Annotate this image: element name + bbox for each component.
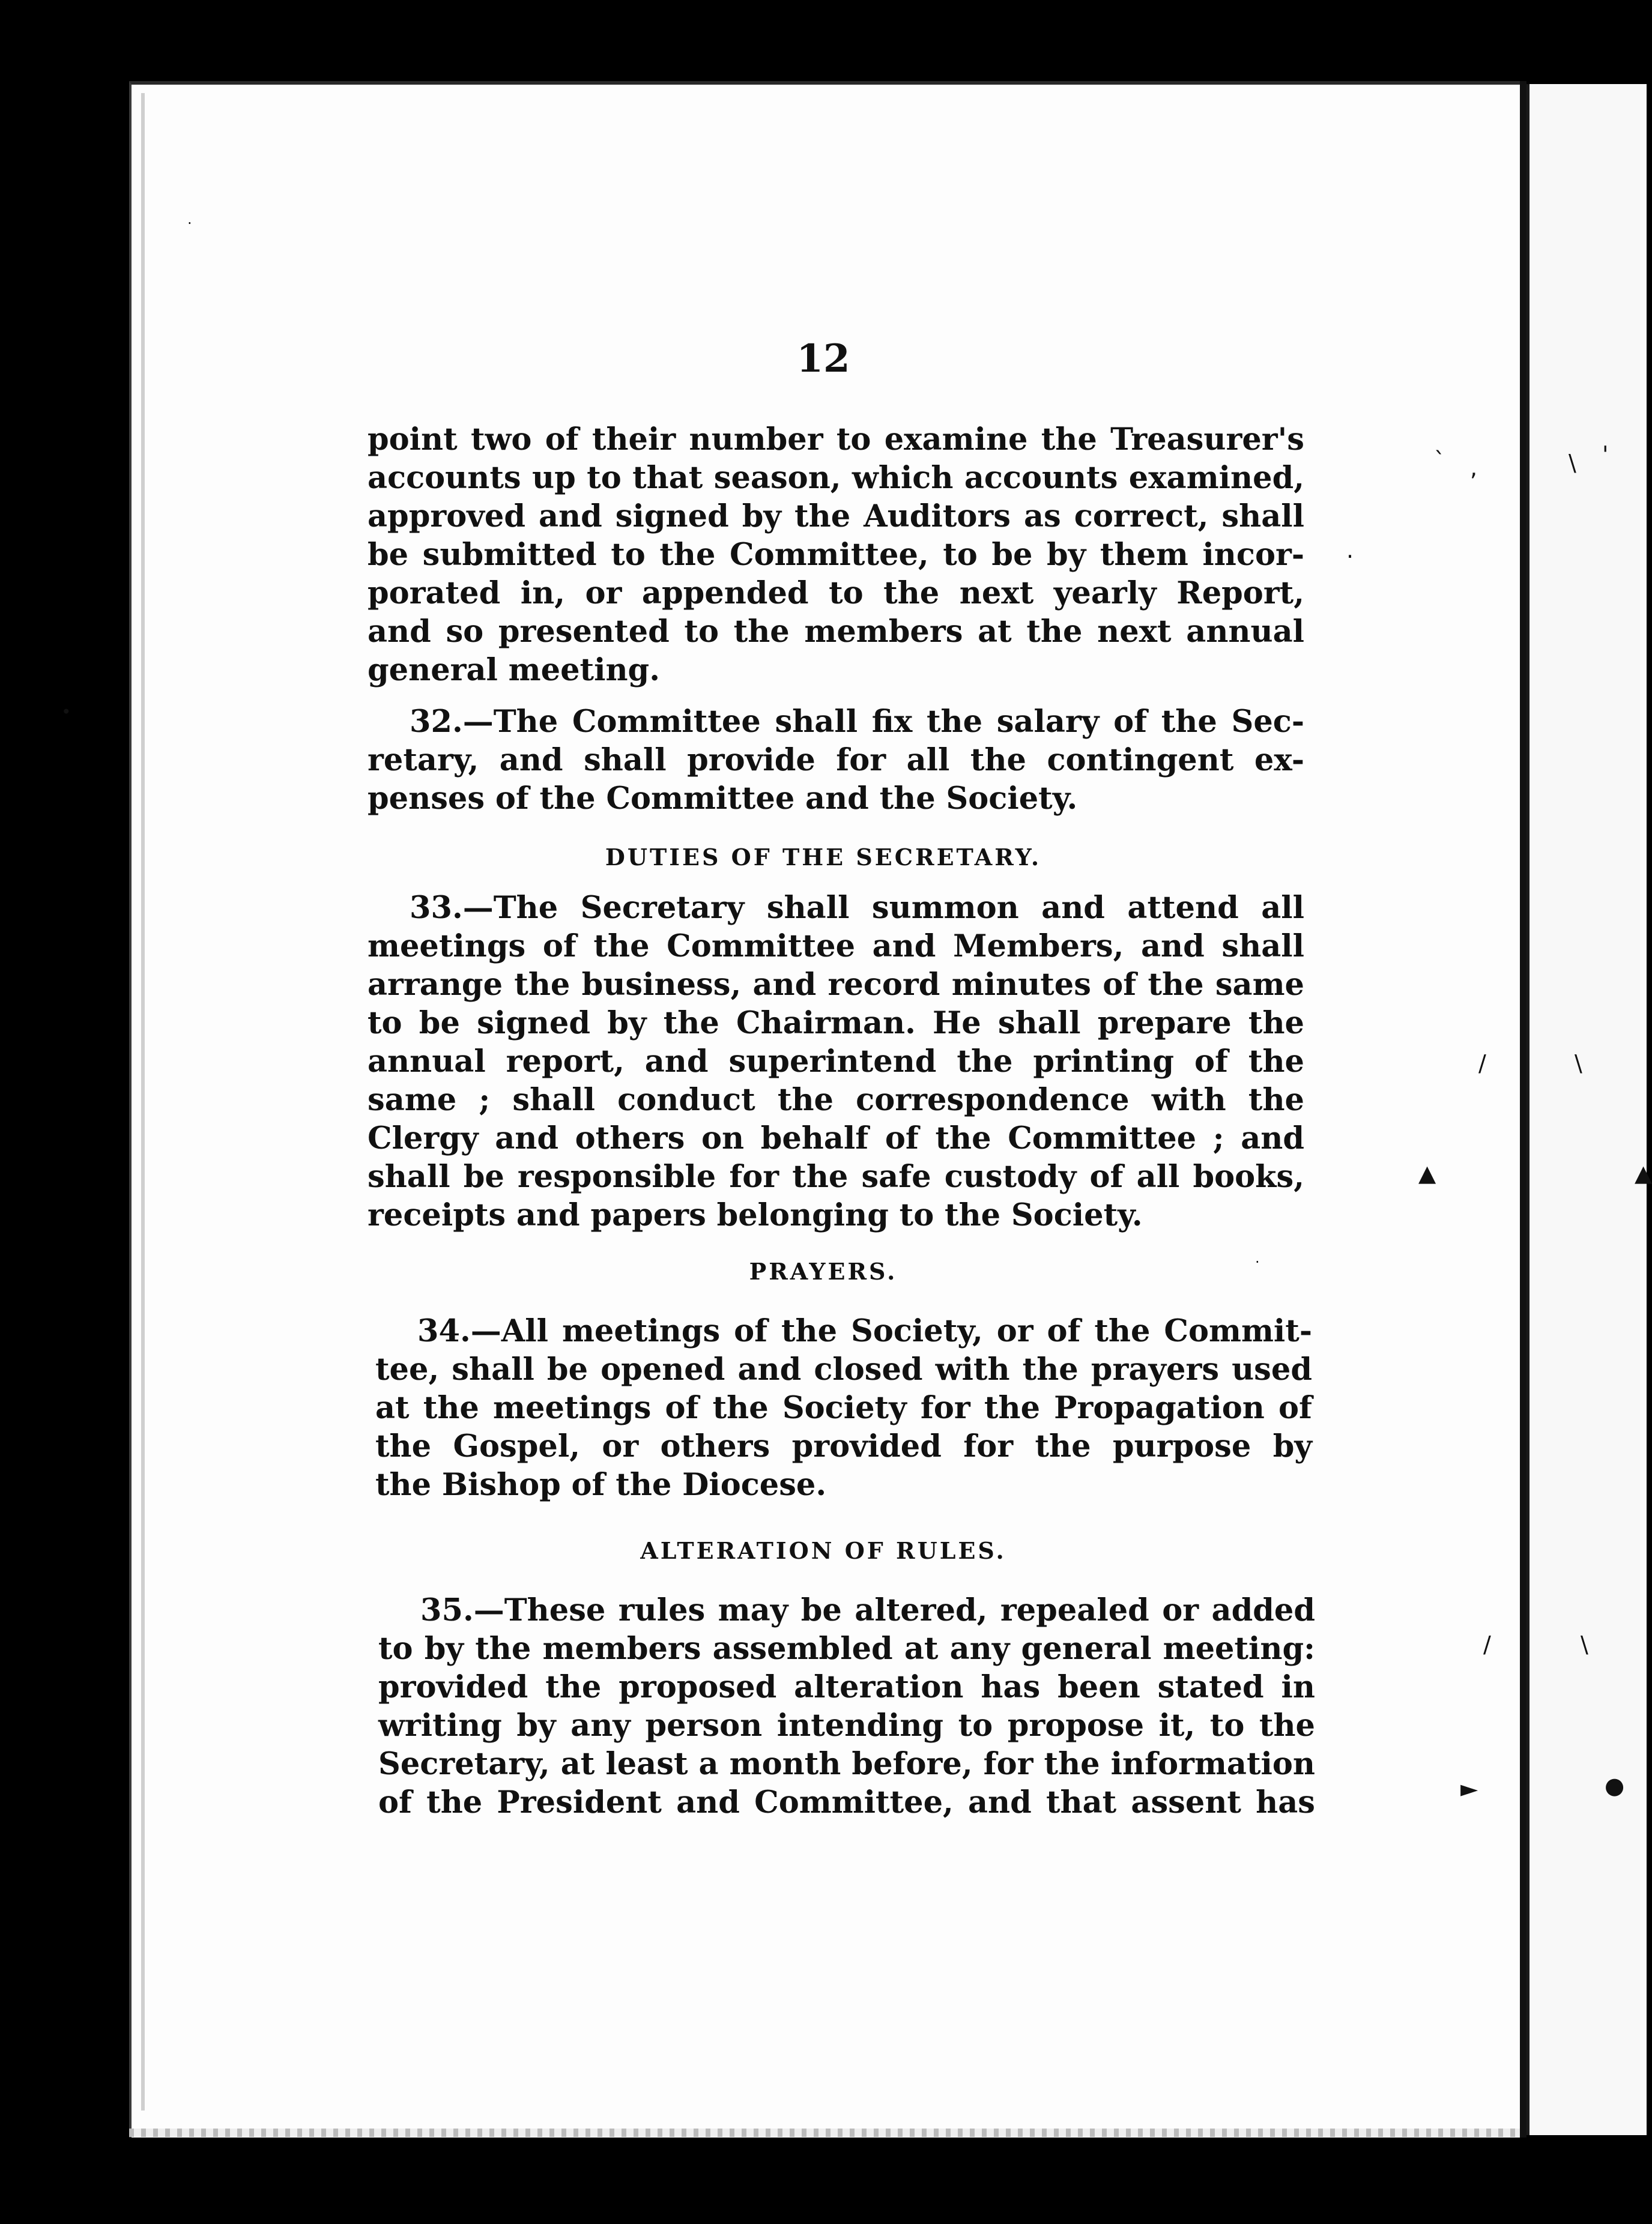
text-line: point two of their number to examine the Treasurer's [368, 422, 1304, 458]
text-line: same ; shall conduct the correspondence with the [368, 1082, 1304, 1118]
text-line: Clergy and others on behalf of the Committee ; and [368, 1120, 1304, 1156]
scan-speck: ● [1605, 1772, 1625, 1799]
text-line: to be signed by the Chairman. He shall prepare the [368, 1005, 1304, 1041]
scan-speck: ► [1460, 1775, 1478, 1802]
scan-speck: • [61, 702, 71, 722]
text-line: tee, shall be opened and closed with the prayers used [375, 1352, 1312, 1388]
rule-32-paragraph [368, 703, 1304, 818]
scan-speck: · [187, 215, 192, 232]
text-line: provided the proposed alteration has been stated in [378, 1669, 1315, 1705]
scan-speck: ` [1434, 447, 1445, 474]
text-line: 32.—The Committee shall fix the salary of the Sec- [410, 704, 1304, 740]
facing-page-strip [1526, 84, 1647, 2135]
text-line: be submitted to the Committee, to be by them incor- [368, 537, 1304, 573]
text-line: porated in, or appended to the next yearly Report, [368, 575, 1304, 611]
text-line: arrange the business, and record minutes of the same [368, 967, 1304, 1003]
text-line: penses of the Committee and the Society. [368, 781, 1078, 817]
scan-speck: ▲ [1635, 1160, 1652, 1186]
page-bottom-edge [129, 2129, 1520, 2137]
text-line: general meeting. [368, 652, 660, 688]
heading-duties-of-secretary: DUTIES OF THE SECRETARY. [605, 844, 1042, 871]
text-line: approved and signed by the Auditors as correct, shall [368, 498, 1304, 534]
text-line: shall be responsible for the safe custody of all books, [368, 1159, 1304, 1195]
rule-35-paragraph [378, 1591, 1315, 1822]
scan-speck: · [1255, 1254, 1260, 1271]
text-line: retary, and shall provide for all the contingent ex- [368, 742, 1304, 778]
text-line: Secretary, at least a month before, for the information [378, 1746, 1315, 1782]
heading-alteration-of-rules: ALTERATION OF RULES. [640, 1537, 1006, 1564]
text-line: the Bishop of the Diocese. [375, 1467, 827, 1503]
text-line: accounts up to that season, which accounts examined, [368, 460, 1304, 496]
page-number: 12 [796, 336, 850, 381]
scan-speck: \ [1575, 1050, 1582, 1077]
scan-speck: \ [1569, 450, 1576, 476]
rule-34-paragraph [375, 1312, 1312, 1504]
text-line: writing by any person intending to propose it, to the [378, 1708, 1315, 1744]
text-line: at the meetings of the Society for the Propagation of [375, 1390, 1312, 1426]
text-line: 35.—These rules may be altered, repealed or added [420, 1592, 1315, 1628]
scan-speck: ▲ [1418, 1160, 1436, 1186]
text-line: 34.—All meetings of the Society, or of the Commit- [417, 1313, 1312, 1349]
text-line: 33.—The Secretary shall summon and attend all [410, 890, 1304, 926]
text-line: meetings of the Committee and Members, and shall [368, 928, 1304, 964]
continuation-paragraph [368, 420, 1304, 689]
text-line: of the President and Committee, and that assent has [378, 1784, 1315, 1821]
text-line: annual report, and superintend the printing of the [368, 1044, 1304, 1080]
rule-33-paragraph [368, 889, 1304, 1234]
heading-prayers: PRAYERS. [749, 1258, 898, 1285]
page-gutter [1520, 81, 1526, 2138]
scan-speck: ' [1602, 441, 1609, 468]
scan-speck: / [1483, 1631, 1491, 1658]
page-inner-edge [141, 93, 145, 2111]
scan-speck: , [1470, 455, 1478, 481]
text-line: and so presented to the members at the next annual [368, 614, 1304, 650]
text-line: receipts and papers belonging to the Society. [368, 1197, 1143, 1233]
text-line: to by the members assembled at any general meeting: [378, 1631, 1315, 1667]
text-line: the Gospel, or others provided for the purpose by [375, 1428, 1312, 1464]
scan-speck: / [1478, 1050, 1486, 1077]
scan-speck: \ [1581, 1631, 1588, 1658]
scan-speck: · [1346, 543, 1354, 570]
